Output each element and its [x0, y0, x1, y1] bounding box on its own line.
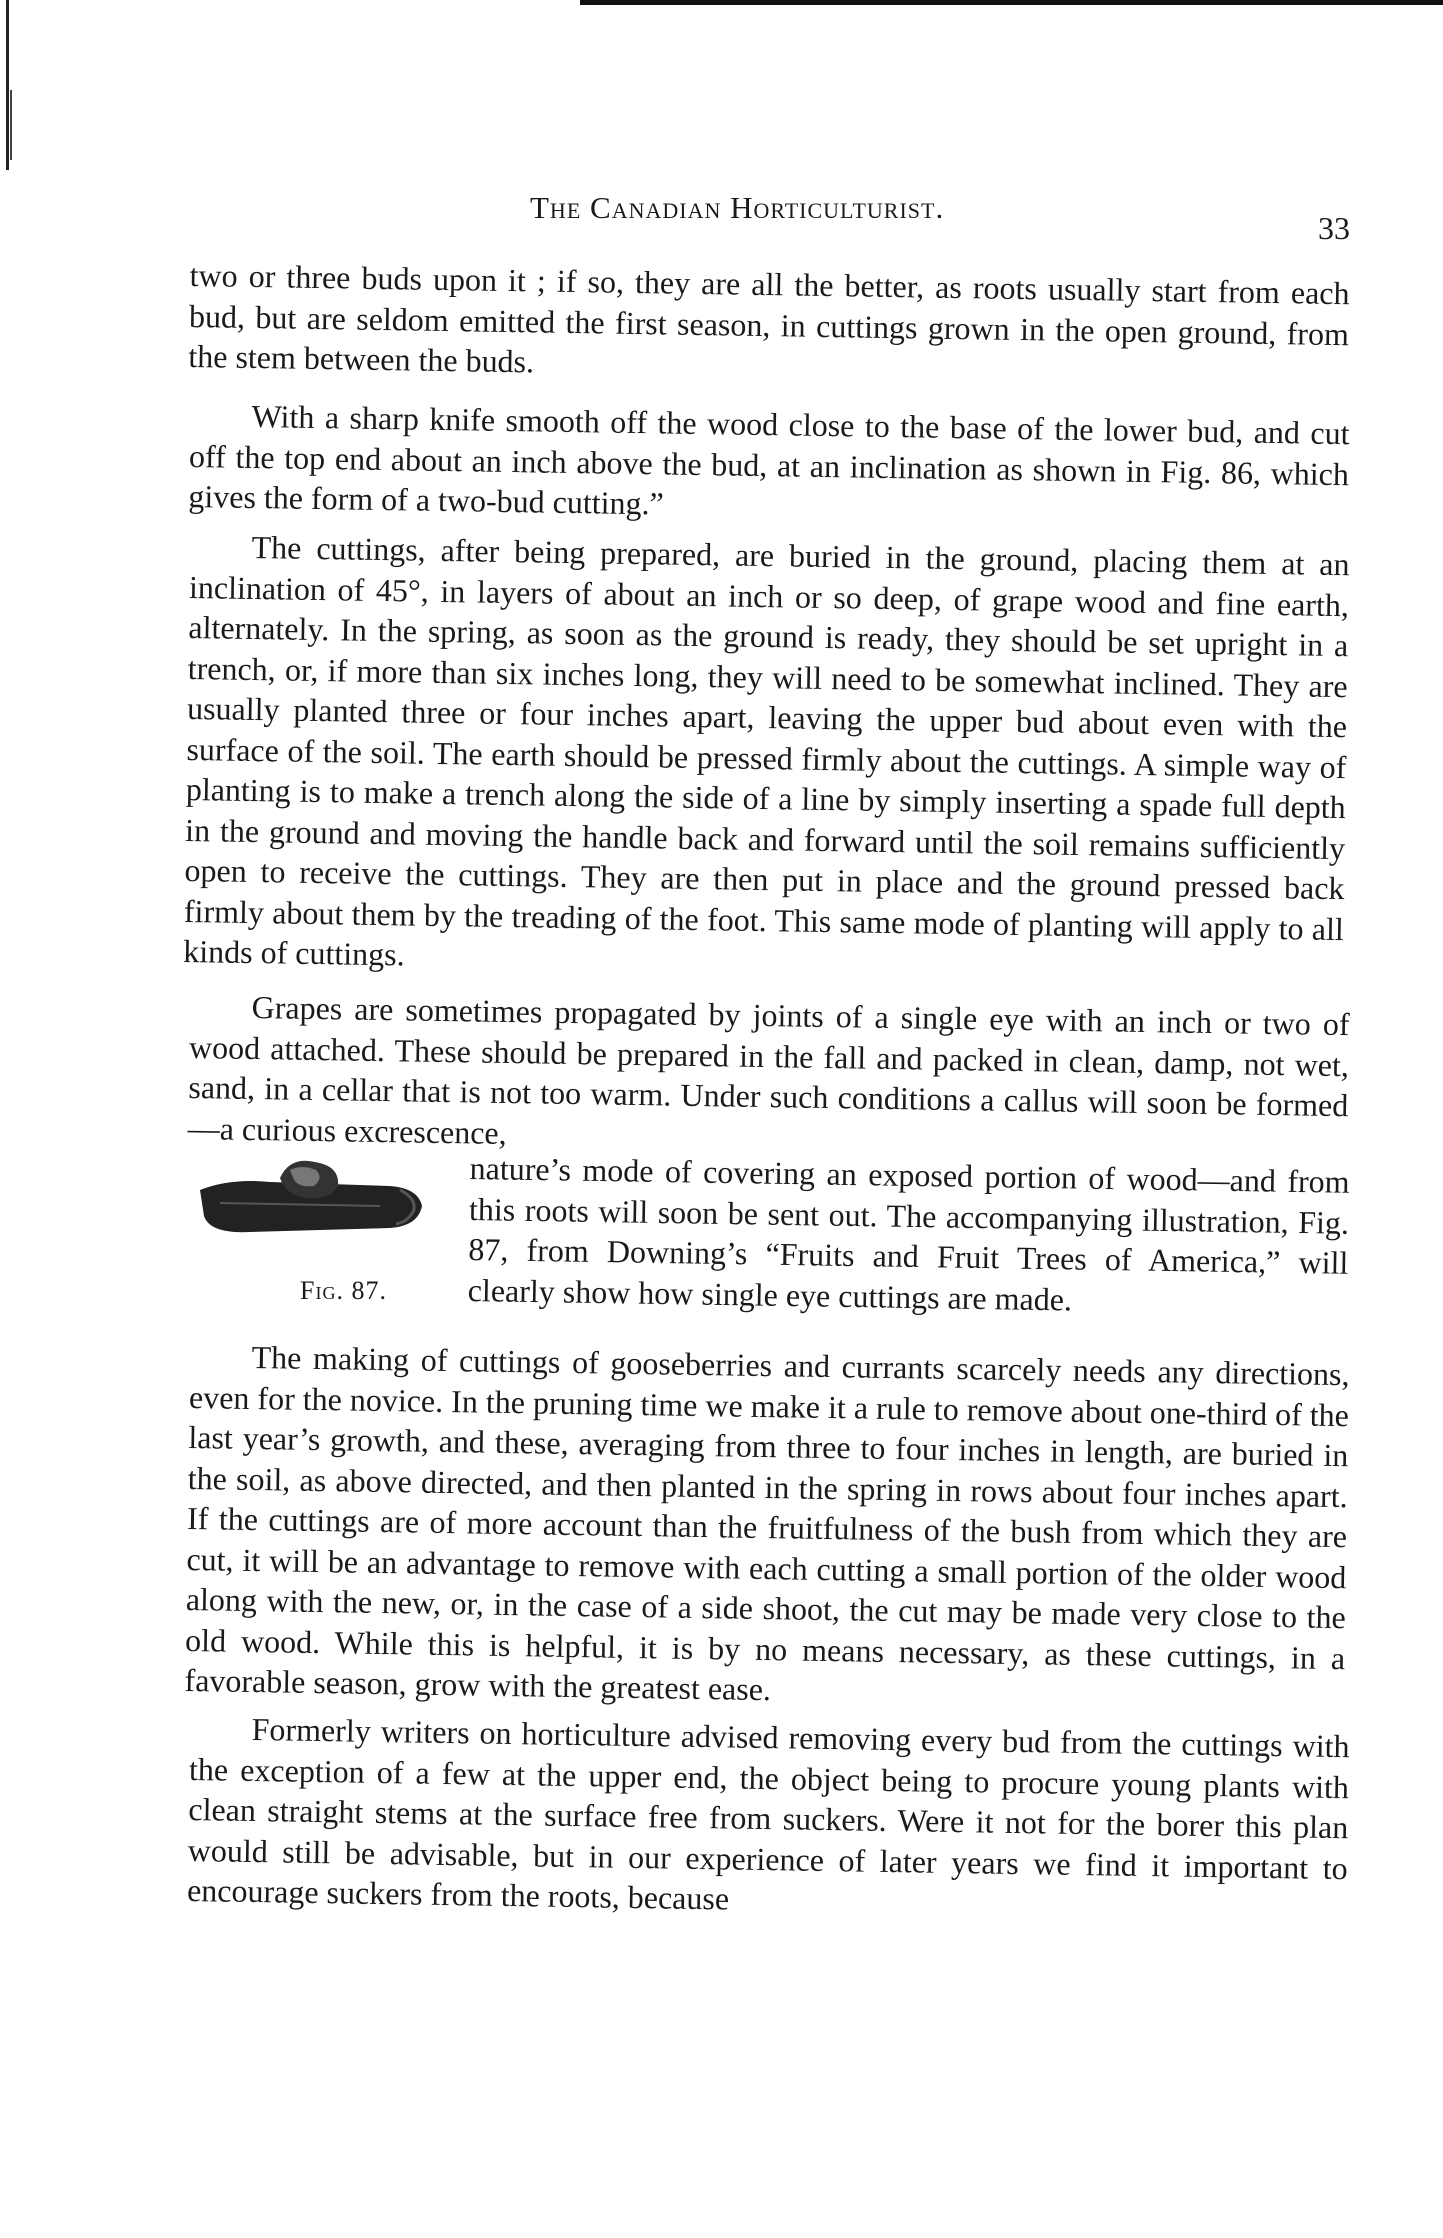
running-head: The Canadian Horticulturist. [530, 190, 945, 225]
scan-edge-mark-2 [10, 90, 12, 160]
page-content [183, 175, 1350, 1917]
figure-block [190, 1148, 1350, 1318]
paragraph-4: Grapes are sometimes propagated by joints of a single eye with an inch or two of wood attached. These should be prepared in the fall and packed in clean, damp, not wet, sand, in a cellar that is not too warm. Under such conditions a callus will soon be formed—a curious excrescence, [187, 988, 1350, 1150]
paragraph-5: The making of cuttings of gooseberries and currants scarcely needs any directions, even for the novice. In the pruning time we make it a rule to remove about one-third of the last year’s growth, and these, averaging from three to four inches in length, are buried in the soil, as above directed, and then planted in the spring in rows about four inches apart. If the cuttings are of more account than the fruitfulness of the bush from which they are cut, it will be an advantage to remove with each cutting a small portion of the older wood along with the new, or, in the case of a side shoot, the cut may be made very close to the old wood. While this is helpful, it is by no means necessary, as these cuttings, in a favorable season, grow with the greatest ease. [184, 1338, 1350, 1707]
paragraph-4-wrap: nature’s mode of covering an exposed portion of wood—and from this roots will soon be sent out. The accompanying illustration, Fig. 87, from Downing’s “Fruits and Fruit Trees of America,” will clearly show how single eye cuttings are made. [467, 1149, 1350, 1317]
scan-edge-mark [6, 0, 9, 170]
page-number: 33 [1318, 210, 1350, 246]
paragraph-2: With a sharp knife smooth off the wood close to the base of the lower bud, and cut off the top end about an inch above the bud, at an inclination as shown in Fig. 86, which gives the form of a two-bud cutting.” [188, 397, 1350, 521]
figure-caption: Fig. 87. [300, 1275, 387, 1305]
page-header [190, 175, 1350, 255]
figure-87 [190, 1148, 470, 1318]
top-border-line [580, 0, 1443, 5]
paragraph-6: Formerly writers on horticulture advised removing every bud from the cuttings with the exception of a few at the upper end, the object being to procure young plants with clean straight stems at the surface free from suckers. Were it not for the borer this plan would still be advisable, but in our experience of later years we find it important to encourage suckers from the roots, because [186, 1710, 1350, 1917]
paragraph-1: two or three buds upon it ; if so, they are all the better, as roots usually start from each bud, but are seldom emitted the first season, in cuttings grown in the open ground, from the stem between the buds. [188, 256, 1350, 380]
grape-cutting-illustration [190, 1148, 430, 1258]
paragraph-3: The cuttings, after being prepared, are buried in the ground, placing them at an inclination of 45°, in layers of about an inch or so deep, of grape wood and fine earth, alternately. In the spring, as soon as the ground is ready, they should be set upright in a trench, or, if more than six inches long, they will need to be somewhat inclined. They are usually planted three or four inches apart, leaving the upper bud about even with the surface of the soil. The earth should be pressed firmly about the cuttings. A simple way of planting is to make a trench along the side of a line by simply inserting a spade full depth in the ground and moving the handle back and forward until the soil remains sufficiently open to receive the cuttings. They are then put in place and the ground pressed back firmly about them by the treading of the foot. This same mode of planting will apply to all kinds of cuttings. [183, 528, 1350, 973]
